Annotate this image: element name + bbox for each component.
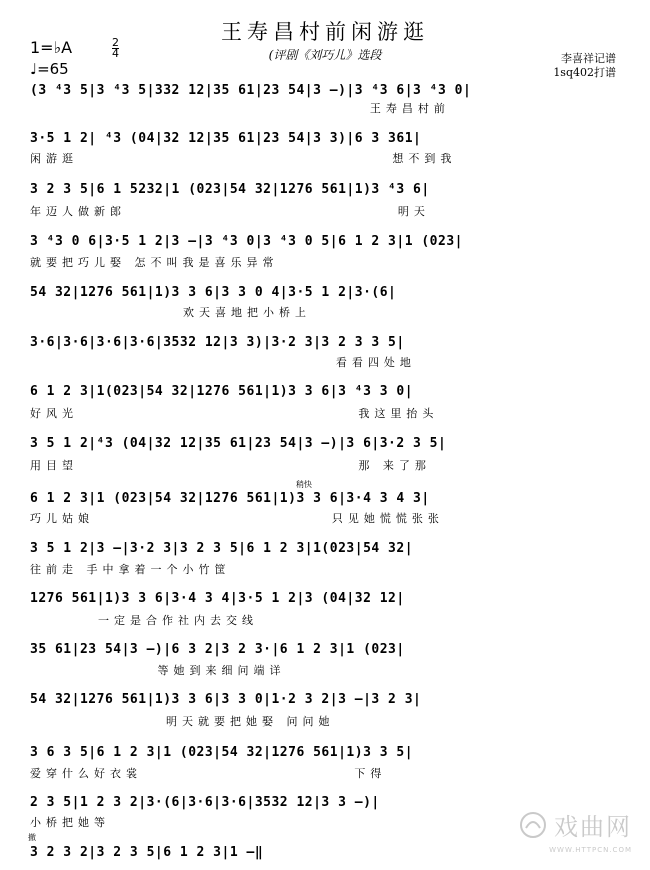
lyric-line-14: 爱穿什么好衣裳 下得 [30,767,387,780]
notation-line-14: 3 6 3 5|6 1 2 3|1 (023|54 32|1276 561|1)3 3 5| [30,745,414,760]
lyric-line-1: 王寿昌村前 [30,102,450,115]
lyric-line-8: 用目望 那 来了那 [30,459,431,472]
notation-line-9: 6 1 2 3|1 (023|54 32|1276 561|1)3 3 6|3·4 3 4 3| [30,491,430,506]
notation-line-2: 3·5 1 2| ⁴3 (04|32 12|35 61|23 54|3 3)|6 3 361| [30,131,422,146]
notation-line-5: 54 32|1276 561|1)3 3 6|3 3 0 4|3·5 1 2|3·(6| [30,285,397,300]
notation-line-6: 3·6|3·6|3·6|3·6|3532 12|3 3)|3·2 3|3 2 3 3 5| [30,335,405,350]
song-subtitle: (评剧《刘巧儿》选段 [268,48,382,62]
site-watermark [518,807,632,854]
time-signature-top: 2 [112,36,119,49]
notation-line-4: 3 ⁴3 0 6|3·5 1 2|3 –|3 ⁴3 0|3 ⁴3 0 5|6 1 2 3|1 (023| [30,234,463,249]
lyric-line-10: 往前走 手中拿着一个小竹筐 [30,563,231,576]
tempo-mark-sudden-fast: 稍快 [296,480,312,489]
lyric-line-15: 小桥把她等 [30,816,110,829]
notation-line-15: 2 3 5|1 2 3 2|3·(6|3·6|3·6|3532 12|3 3 –)| [30,795,380,810]
tempo-marking: ♩=65 [30,60,69,78]
watermark-url: WWW.HTTPCN.COM [549,846,632,854]
watermark-logo-text: 戏曲网 [554,813,632,841]
time-signature [112,38,119,59]
notation-line-11: 1276 561|1)3 3 6|3·4 3 4|3·5 1 2|3 (04|32 12| [30,591,405,606]
lyric-line-3: 年迈人做新郎 明天 [30,205,430,218]
notation-line-3: 3 2 3 5|6 1 5232|1 (023|54 32|1276 561|1)3 ⁴3 6| [30,182,430,197]
credit-notation: 李喜祥记谱 [561,52,616,65]
lyric-line-12: 等她到来细问端详 [30,664,286,677]
notation-line-10: 3 5 1 2|3 –|3·2 3|3 2 3 5|6 1 2 3|1(023|54 32| [30,541,414,556]
lyric-line-13: 明天就要把她娶 问问她 [30,715,335,728]
notation-line-13: 54 32|1276 561|1)3 3 6|3 3 0|1·2 3 2|3 –|3 2 3| [30,692,422,707]
notation-line-8: 3 5 1 2|⁴3 (04|32 12|35 61|23 54|3 –)|3 6|3·2 3 5| [30,436,447,451]
lyric-line-9: 巧儿姑娘 只见她慌慌张张 [30,512,444,525]
watermark-logo-icon [518,810,548,840]
notation-line-12: 35 61|23 54|3 –)|6 3 2|3 2 3·|6 1 2 3|1 (023| [30,642,405,657]
song-title: 王寿昌村前闲游逛 [221,20,429,44]
notation-line-7: 6 1 2 3|1(023|54 32|1276 561|1)3 3 6|3 ⁴3 3 0| [30,384,414,399]
time-signature-bottom: 4 [112,47,119,60]
notation-line-16: 3 2 3 2|3 2 3 5|6 1 2 3|1 –‖ [30,845,264,860]
tempo-mark-slow: 撤 [28,833,36,842]
key-signature: 1=♭A [30,38,73,57]
lyric-line-5: 欢天喜地把小桥上 [30,306,311,319]
lyric-line-6: 看看四处地 [30,356,416,369]
credit-typeset: 1sq402打谱 [553,66,616,79]
lyric-line-11: 一定是合作社内去交线 [30,614,258,627]
notation-line-1: (3 ⁴3 5|3 ⁴3 5|332 12|35 61|23 54|3 –)|3 ⁴3 6|3 ⁴3 0| [30,83,472,98]
lyric-line-7: 好风光 我这里抬头 [30,407,439,420]
lyric-line-2: 闲游逛 想不到我 [30,152,457,165]
lyric-line-4: 就要把巧儿娶 怎不叫我是喜乐异常 [30,256,279,269]
